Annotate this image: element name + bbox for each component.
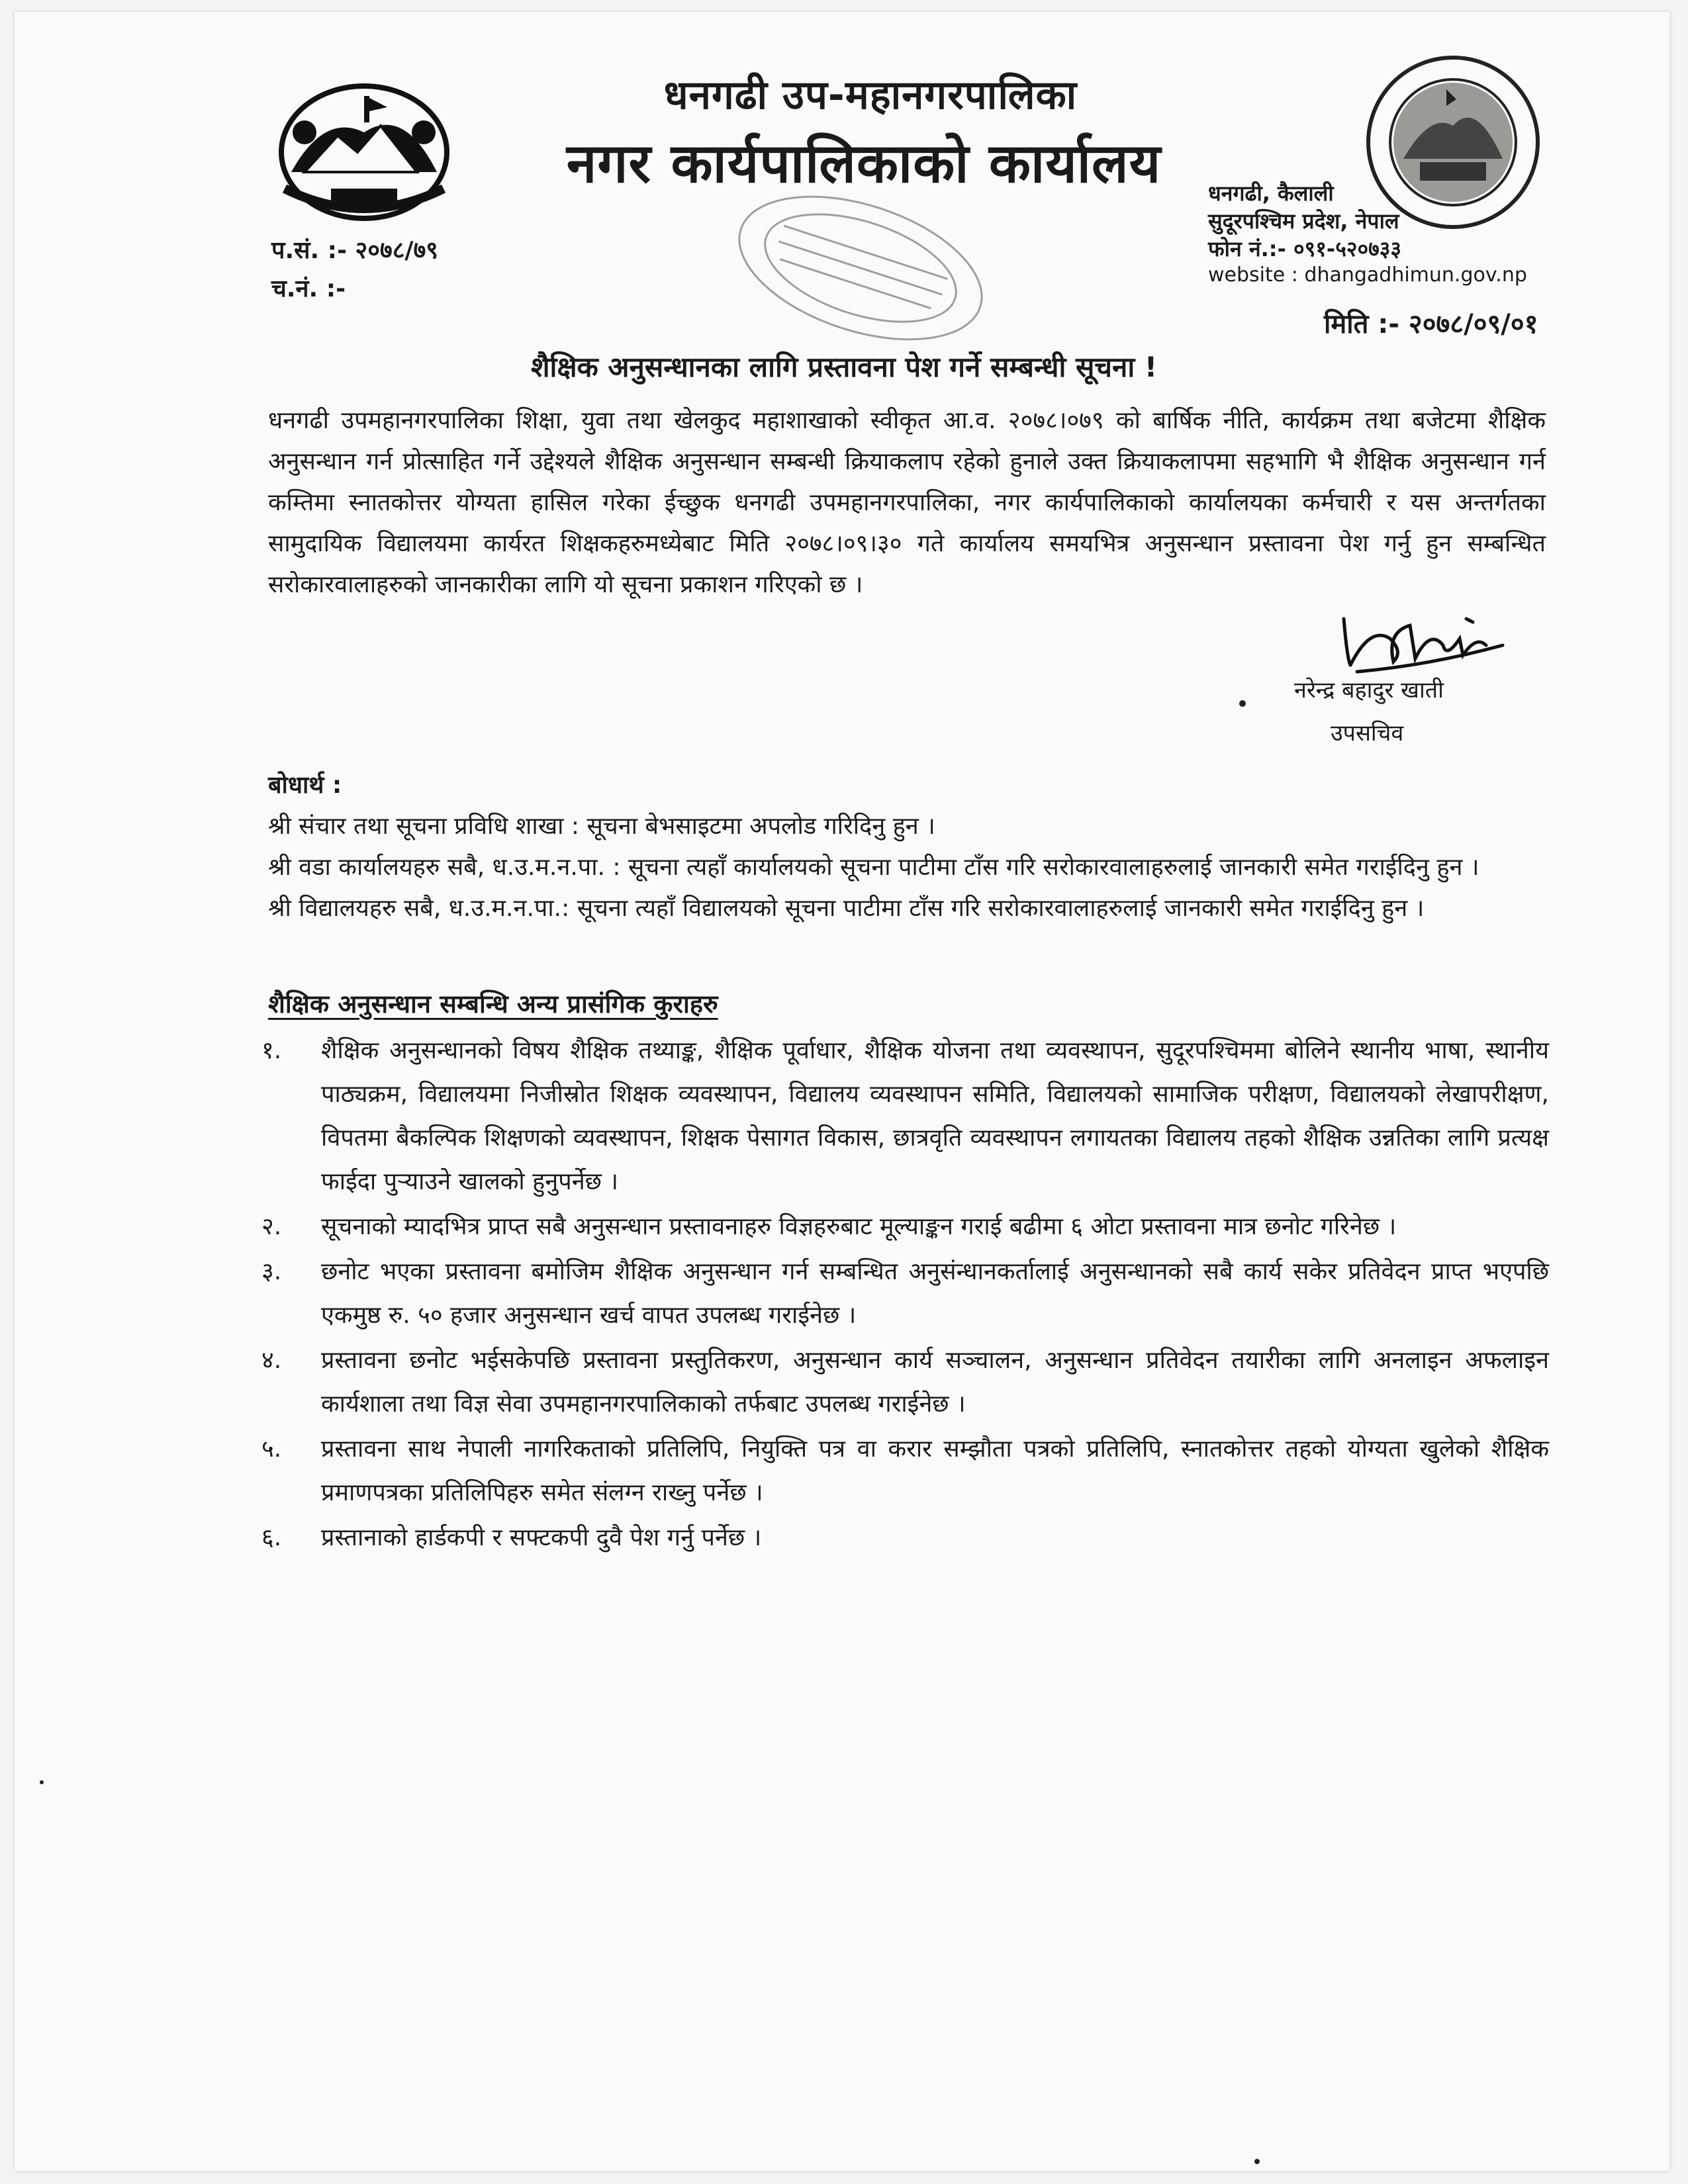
list-text: छनोट भएका प्रस्तावना बमोजिम शैक्षिक अनुसन्धान गर्न सम्बन्धित अनुसंन्धानकर्तालाई अनुसन्धानको सबै कार्य सकेर प्रतिवेदन प्राप्त भएपछि एकमुष्ठ रु. ५० हजार अनुसन्धान खर्च वापत उपलब्ध गराईनेछ । <box>321 1258 1549 1329</box>
scan-speck <box>1254 2159 1260 2164</box>
cc-label: बोधार्थ : <box>268 772 342 799</box>
municipality-seal <box>1364 53 1542 232</box>
address-province: सुदूरपश्चिम प्रदेश, नेपाल <box>1208 208 1399 234</box>
conditions-list <box>258 1029 1549 1561</box>
cc-item: श्री संचार तथा सूचना प्रविधि शाखा : सूचना बेभसाइटमा अपलोड गरिदिनु हुन । <box>268 813 935 840</box>
list-text: सूचनाको म्यादभित्र प्राप्त सबै अनुसन्धान प्रस्तावनाहरु विज्ञहरुबाट मूल्याङ्कन गराई बढीमा ६ ओटा प्रस्तावना मात्र छनोट गरिनेछ । <box>321 1213 1397 1240</box>
list-item <box>258 1428 1549 1515</box>
list-number: ३. <box>261 1258 282 1285</box>
list-item <box>258 1516 1549 1560</box>
cc-item: श्री विद्यालयहरु सबै, ध.उ.म.न.पा.: सूचना त्यहाँ विद्यालयको सूचना पाटीमा टाँस गरि सरोकारवालाहरुलाई जानकारी समेत गराईदिनु हुन । <box>268 895 1425 922</box>
list-item <box>258 1339 1549 1426</box>
list-text: शैक्षिक अनुसन्धानको विषय शैक्षिक तथ्याङ्क, शैक्षिक पूर्वाधार, शैक्षिक योजना तथा व्यवस्थापन, सुदूरपश्चिममा बोलिने स्थानीय भाषा, स्थानीय पाठ्यक्रम, विद्यालयमा निजीस्रोत शिक्षक व्यवस्थापन, विद्यालय व्यवस्थापन समिति, विद्यालयको सामाजिक परीक्षण, विद्यालयको लेखापरीक्षण, विपतमा बैकल्पिक शिक्षणको व्यवस्थापन, शिक्षक पेसागत विकास, छात्रवृति व्यवस्थापन लगायतका विद्यालय तहको शैक्षिक उन्नतिका लागि प्रत्यक्ष फाईदा पुर्‍याउने खालको हुनुपर्नेछ । <box>321 1037 1549 1195</box>
ink-dot <box>1239 700 1246 707</box>
handwritten-signature <box>1331 599 1509 678</box>
issue-date: मिति :- २०७८/०९/०१ <box>1324 309 1538 340</box>
list-item <box>258 1205 1549 1249</box>
org-name-line1: धनगढी उप-महानगरपालिका <box>663 72 1078 118</box>
list-text: प्रस्तावना छनोट भईसकेपछि प्रस्तावना प्रस्तुतिकरण, अनुसन्धान कार्य सञ्चालन, अनुसन्धान प्रतिवेदन तयारीका लागि अनलाइन अफलाइन कार्यशाला तथा विज्ञ सेवा उपमहानगरपालिकाको तर्फबाट उपलब्ध गराईनेछ । <box>321 1347 1549 1418</box>
notice-body: धनगढी उपमहानगरपालिका शिक्षा, युवा तथा खेलकुद महाशाखाको स्वीकृत आ.व. २०७८।०७९ को बार्षिक नीति, कार्यक्रम तथा बजेटमा शैक्षिक अनुसन्धान गर्न प्रोत्साहित गर्ने उद्देश्यले शैक्षिक अनुसन्धान सम्बन्धी क्रियाकलाप रहेको हुनाले उक्त क्रियाकलापमा सहभागि भै शैक्षिक अनुसन्धान गर्न कम्तिमा स्नातकोत्तर योग्यता हासिल गरेका ईच्छुक धनगढी उपमहानगरपालिका, नगर कार्यपालिकाको कार्यालयका कर्मचारी र यस अन्तर्गतका सामुदायिक विद्यालयमा कार्यरत शिक्षकहरुमध्येबाट मिति २०७८।०९।३० गते कार्यालय समयभित्र अनुसन्धान प्रस्तावना पेश गर्नु हुन सम्बन्धित सरोकारवालाहरुको जानकारीका लागि यो सूचना प्रकाशन गरिएको छ । <box>268 407 1546 598</box>
office-stamp <box>715 192 1006 344</box>
list-number: ५. <box>261 1435 282 1463</box>
signer-name: नरेन्द्र बहादुर खाती <box>1294 677 1444 704</box>
list-number: १. <box>261 1037 282 1064</box>
scan-speck <box>40 1780 44 1784</box>
signer-title: उपसचिव <box>1331 720 1404 747</box>
reference-number: प.सं. :- २०७८/७९ <box>271 237 439 264</box>
list-text: प्रस्तानाको हार्डकपी र सफ्टकपी दुवै पेश गर्नु पर्नेछ । <box>321 1524 762 1551</box>
list-number: ४. <box>261 1347 282 1374</box>
section-heading: शैक्षिक अनुसन्धान सम्बन्धि अन्य प्रासंगिक कुराहरु <box>268 989 718 1019</box>
phone-number: फोन नं.:- ०९१-५२०७३३ <box>1208 236 1402 261</box>
address-city: धनगढी, कैलाली <box>1208 181 1334 206</box>
cc-item: श्री वडा कार्यालयहरु सबै, ध.उ.म.न.पा. : सूचना त्यहाँ कार्यालयको सूचना पाटीमा टाँस गरि सरोकारवालाहरुलाई जानकारी समेत गराईदिनु हुन । <box>268 854 1479 881</box>
list-number: २. <box>261 1213 282 1240</box>
list-number: ६. <box>261 1524 282 1551</box>
website-text: website : dhangadhimun.gov.np <box>1208 263 1527 287</box>
notice-subject: शैक्षिक अनुसन्धानका लागि प्रस्तावना पेश गर्ने सम्बन्धी सूचना ! <box>531 351 1157 383</box>
org-name-line2: नगर कार्यपालिकाको कार्यालय <box>566 132 1162 195</box>
dispatch-number: च.नं. :- <box>271 275 346 302</box>
list-item <box>258 1029 1549 1204</box>
list-text: प्रस्तावना साथ नेपाली नागरिकताको प्रतिलिपि, नियुक्ति पत्र वा करार सम्झौता पत्रको प्रतिलिपि, स्नातकोत्तर तहको योग्यता खुलेको शैक्षिक प्रमाणपत्रका प्रतिलिपिहरु समेत संलग्न राख्नु पर्नेछ । <box>321 1435 1549 1506</box>
list-item <box>258 1250 1549 1338</box>
